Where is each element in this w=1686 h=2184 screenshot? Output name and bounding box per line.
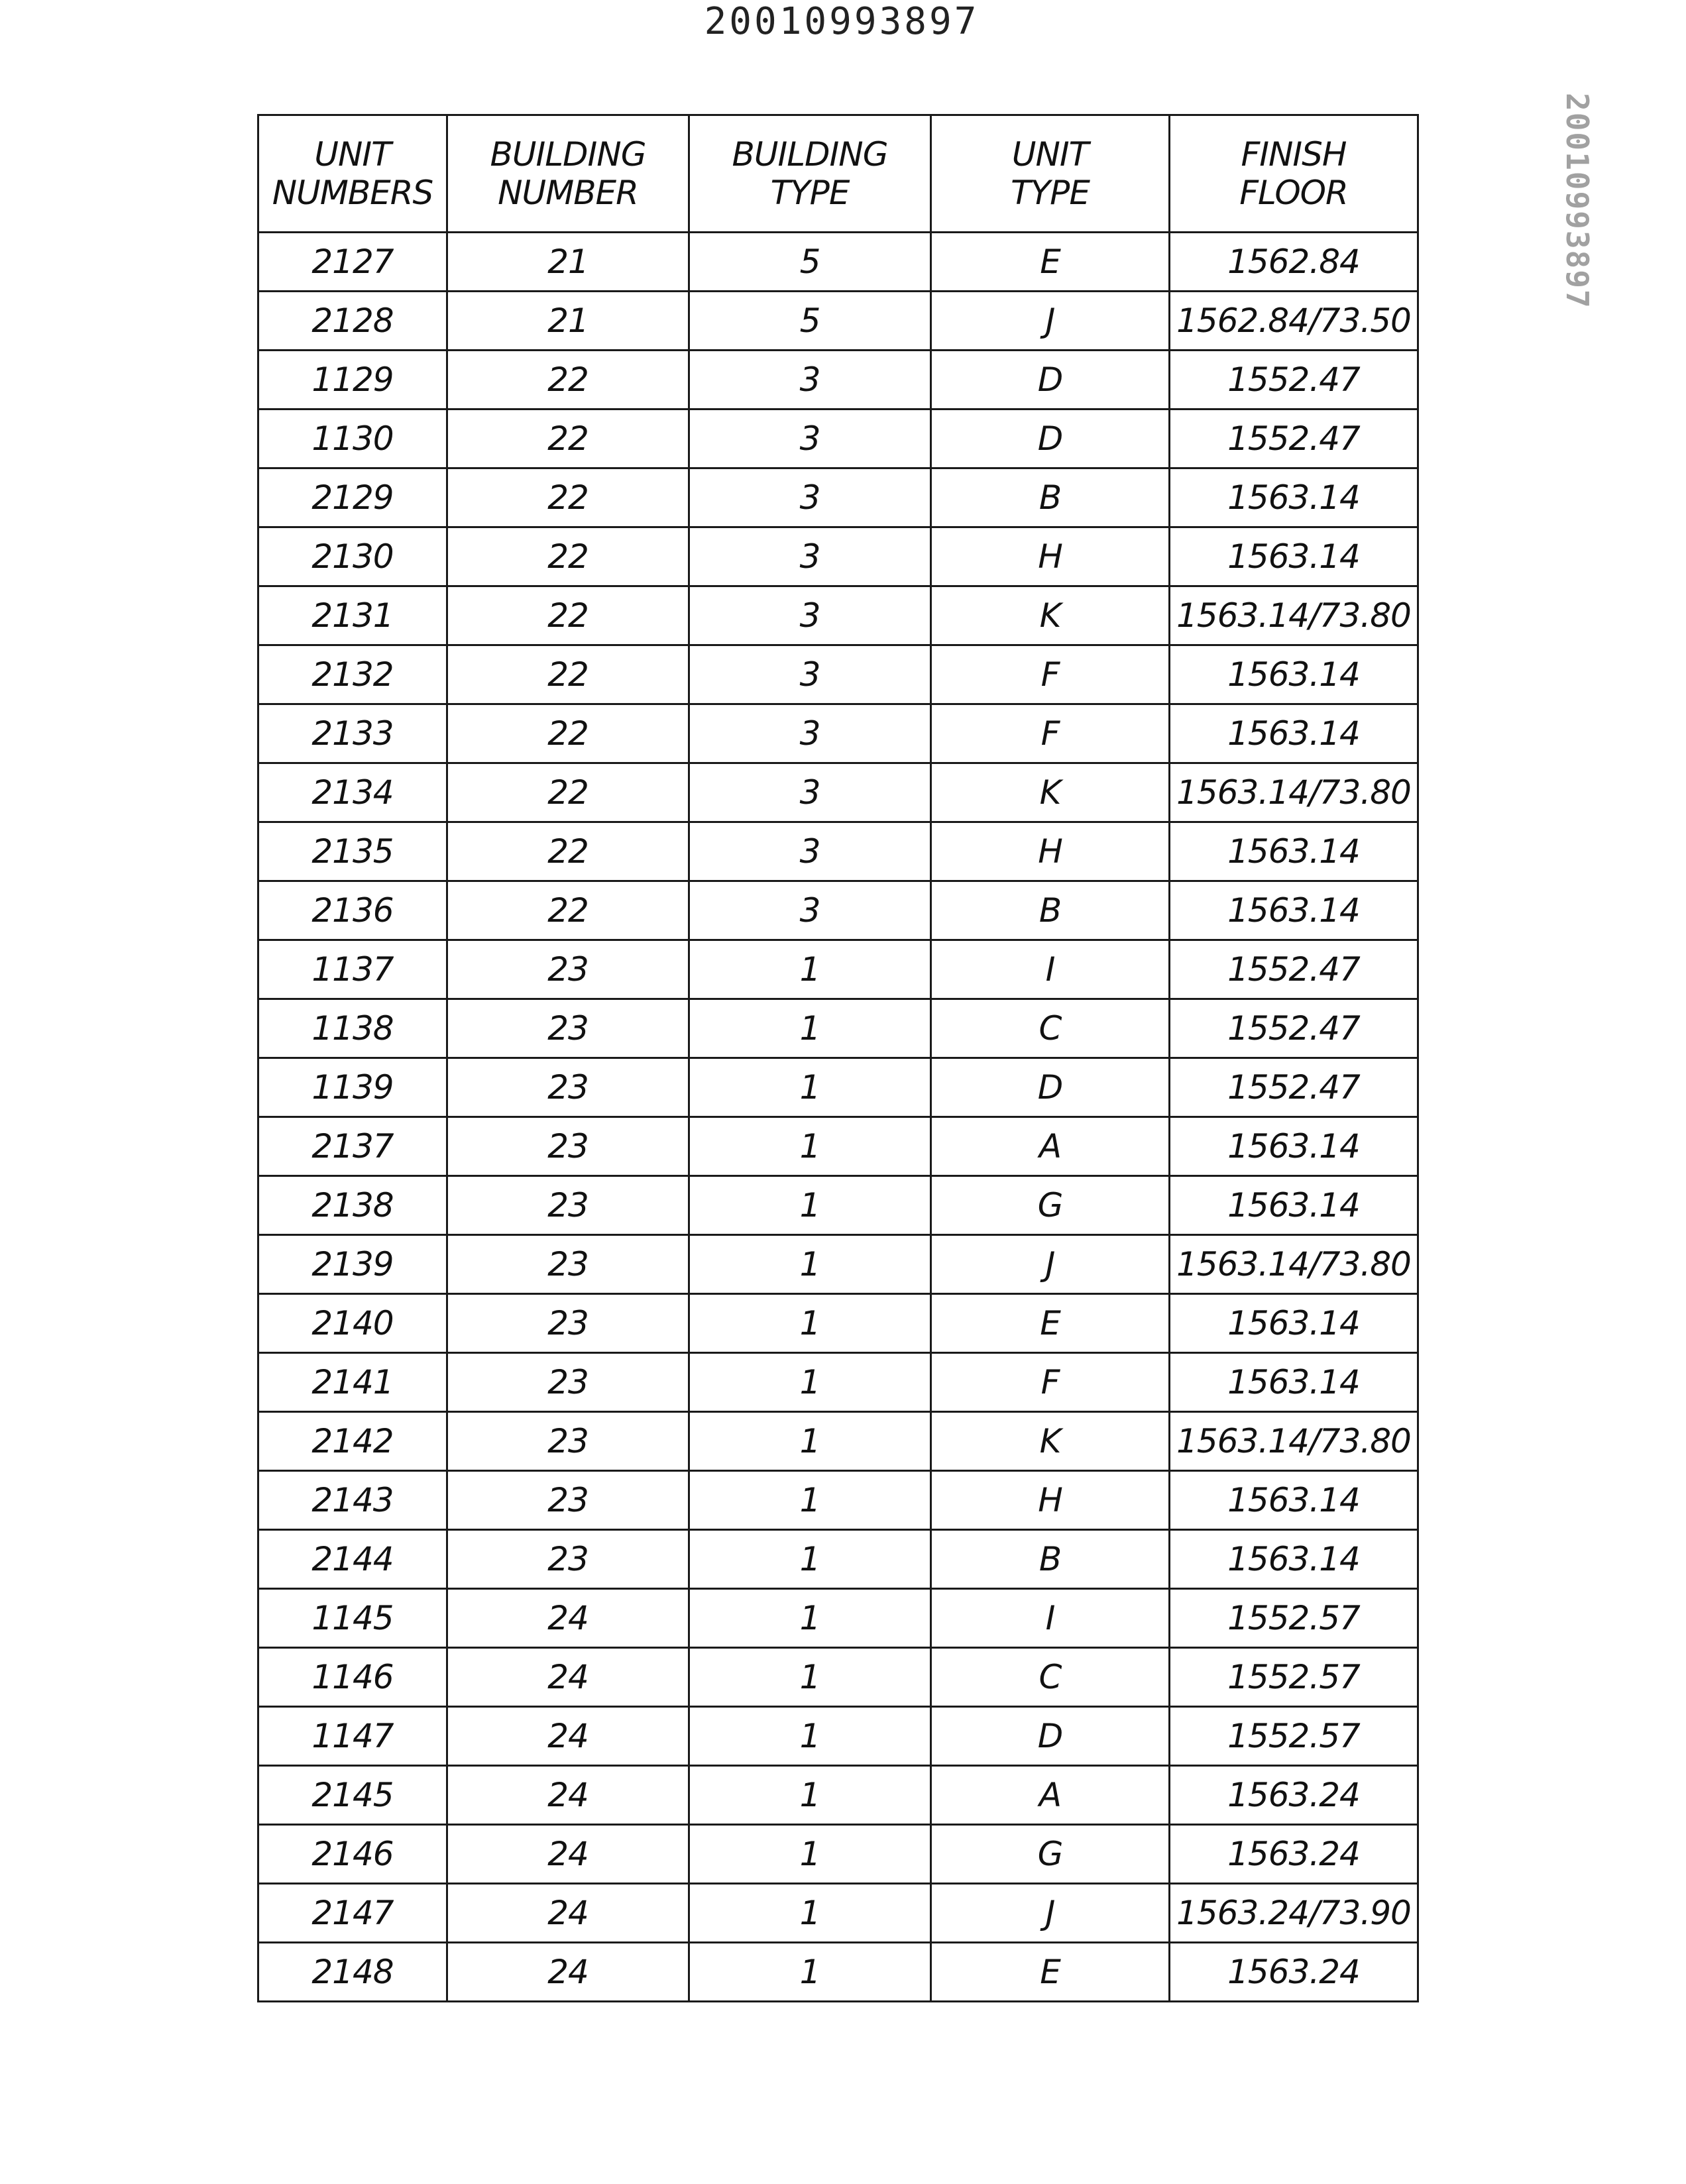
unit-type-cell: G — [931, 1176, 1170, 1235]
unit-number-cell: 2135 — [258, 822, 447, 881]
table-row — [258, 1825, 1418, 1884]
table-row — [258, 1648, 1418, 1707]
building-number-cell: 22 — [447, 527, 689, 586]
building-type-cell: 1 — [689, 1294, 931, 1353]
unit-number-cell: 2132 — [258, 645, 447, 704]
finish-floor-cell: 1563.14 — [1170, 468, 1418, 527]
finish-floor-cell: 1552.47 — [1170, 351, 1418, 410]
building-type-cell: 3 — [689, 468, 931, 527]
building-number-cell: 22 — [447, 586, 689, 645]
unit-number-cell: 2134 — [258, 763, 447, 822]
table-row — [258, 1235, 1418, 1294]
table-row — [258, 645, 1418, 704]
building-type-cell: 3 — [689, 586, 931, 645]
table-row — [258, 410, 1418, 468]
finish-floor-cell: 1563.14 — [1170, 1117, 1418, 1176]
building-type-cell: 1 — [689, 1943, 931, 2002]
building-number-cell: 22 — [447, 822, 689, 881]
building-type-cell: 1 — [689, 1766, 931, 1825]
unit-type-cell: F — [931, 645, 1170, 704]
finish-floor-cell: 1563.14/73.80 — [1170, 1235, 1418, 1294]
header-line: TYPE — [1011, 174, 1090, 212]
building-number-cell: 23 — [447, 1058, 689, 1117]
table-row — [258, 881, 1418, 940]
table-row — [258, 292, 1418, 351]
table-row — [258, 233, 1418, 292]
building-number-cell: 22 — [447, 704, 689, 763]
building-type-cell: 1 — [689, 1058, 931, 1117]
unit-number-cell: 1145 — [258, 1589, 447, 1648]
building-type-cell: 1 — [689, 1176, 931, 1235]
finish-floor-cell: 1563.14 — [1170, 1353, 1418, 1412]
building-type-cell: 3 — [689, 763, 931, 822]
building-type-cell: 1 — [689, 1530, 931, 1589]
finish-floor-cell: 1563.14 — [1170, 881, 1418, 940]
building-type-cell: 3 — [689, 822, 931, 881]
unit-number-cell: 2148 — [258, 1943, 447, 2002]
unit-type-cell: B — [931, 1530, 1170, 1589]
unit-number-cell: 2139 — [258, 1235, 447, 1294]
table-row — [258, 999, 1418, 1058]
finish-floor-cell: 1552.57 — [1170, 1589, 1418, 1648]
building-number-cell: 23 — [447, 1471, 689, 1530]
table-body — [258, 233, 1418, 2002]
header-line: NUMBERS — [272, 174, 433, 212]
building-number-cell: 21 — [447, 292, 689, 351]
building-number-cell: 24 — [447, 1766, 689, 1825]
finish-floor-cell: 1563.24 — [1170, 1766, 1418, 1825]
unit-type-cell: G — [931, 1825, 1170, 1884]
unit-number-cell: 2138 — [258, 1176, 447, 1235]
unit-type-cell: H — [931, 822, 1170, 881]
building-number-cell: 24 — [447, 1648, 689, 1707]
unit-type-cell: D — [931, 351, 1170, 410]
header-line: NUMBER — [498, 174, 638, 212]
building-number-cell: 23 — [447, 940, 689, 999]
unit-type-cell: H — [931, 1471, 1170, 1530]
unit-type-cell: I — [931, 1589, 1170, 1648]
table-row — [258, 1117, 1418, 1176]
building-number-cell: 22 — [447, 645, 689, 704]
building-number-cell: 23 — [447, 1176, 689, 1235]
header-line: BUILDING — [490, 135, 646, 174]
unit-type-header — [931, 115, 1170, 233]
building-number-cell: 23 — [447, 1412, 689, 1471]
unit-schedule-table — [257, 114, 1419, 2002]
building-number-cell: 23 — [447, 1235, 689, 1294]
unit-type-cell: K — [931, 763, 1170, 822]
unit-type-cell: B — [931, 881, 1170, 940]
finish-floor-cell: 1563.24 — [1170, 1943, 1418, 2002]
header-line: FINISH — [1241, 135, 1347, 174]
building-type-cell: 1 — [689, 1353, 931, 1412]
unit-number-cell: 2142 — [258, 1412, 447, 1471]
building-number-cell: 22 — [447, 351, 689, 410]
building-type-cell: 3 — [689, 645, 931, 704]
table-row — [258, 1589, 1418, 1648]
building-number-cell: 23 — [447, 1294, 689, 1353]
table-row — [258, 1766, 1418, 1825]
unit-number-cell: 2128 — [258, 292, 447, 351]
unit-type-cell: D — [931, 1707, 1170, 1766]
building-number-cell: 24 — [447, 1707, 689, 1766]
finish-floor-cell: 1563.14 — [1170, 1471, 1418, 1530]
building-type-cell: 1 — [689, 1471, 931, 1530]
table-row — [258, 940, 1418, 999]
building-type-cell: 3 — [689, 881, 931, 940]
table-row — [258, 1058, 1418, 1117]
building-number-cell: 22 — [447, 881, 689, 940]
building-number-cell: 24 — [447, 1943, 689, 2002]
building-number-cell: 24 — [447, 1825, 689, 1884]
building-number-cell: 23 — [447, 999, 689, 1058]
unit-number-cell: 2147 — [258, 1884, 447, 1943]
building-type-header — [689, 115, 931, 233]
unit-number-cell: 2143 — [258, 1471, 447, 1530]
unit-number-cell: 2130 — [258, 527, 447, 586]
finish-floor-cell: 1563.14 — [1170, 1176, 1418, 1235]
header-line: BUILDING — [732, 135, 888, 174]
unit-number-cell: 1147 — [258, 1707, 447, 1766]
unit-type-cell: D — [931, 1058, 1170, 1117]
unit-type-cell: E — [931, 233, 1170, 292]
building-number-cell: 23 — [447, 1530, 689, 1589]
building-type-cell: 3 — [689, 704, 931, 763]
unit-type-cell: I — [931, 940, 1170, 999]
finish-floor-cell: 1552.47 — [1170, 410, 1418, 468]
unit-type-cell: J — [931, 292, 1170, 351]
building-type-cell: 1 — [689, 940, 931, 999]
building-type-cell: 5 — [689, 292, 931, 351]
unit-number-cell: 2144 — [258, 1530, 447, 1589]
table-row — [258, 1176, 1418, 1235]
building-number-header — [447, 115, 689, 233]
building-type-cell: 1 — [689, 1235, 931, 1294]
building-type-cell: 3 — [689, 527, 931, 586]
building-number-cell: 22 — [447, 763, 689, 822]
table-row — [258, 1884, 1418, 1943]
building-type-cell: 5 — [689, 233, 931, 292]
building-type-cell: 1 — [689, 1412, 931, 1471]
unit-number-cell: 2140 — [258, 1294, 447, 1353]
table-row — [258, 704, 1418, 763]
unit-type-cell: B — [931, 468, 1170, 527]
finish-floor-cell: 1563.14 — [1170, 1294, 1418, 1353]
finish-floor-cell: 1552.47 — [1170, 999, 1418, 1058]
finish-floor-cell: 1563.14 — [1170, 645, 1418, 704]
unit-number-cell: 1139 — [258, 1058, 447, 1117]
table-row — [258, 1412, 1418, 1471]
finish-floor-cell: 1552.47 — [1170, 940, 1418, 999]
table-row — [258, 527, 1418, 586]
unit-type-cell: C — [931, 999, 1170, 1058]
finish-floor-cell: 1552.57 — [1170, 1648, 1418, 1707]
table-row — [258, 1294, 1418, 1353]
unit-number-cell: 1129 — [258, 351, 447, 410]
unit-number-cell: 1130 — [258, 410, 447, 468]
header-line: TYPE — [770, 174, 850, 212]
finish-floor-cell: 1562.84 — [1170, 233, 1418, 292]
building-number-cell: 22 — [447, 468, 689, 527]
finish-floor-cell: 1563.24 — [1170, 1825, 1418, 1884]
unit-type-cell: E — [931, 1294, 1170, 1353]
header-line: UNIT — [1011, 135, 1089, 174]
table-row — [258, 351, 1418, 410]
table-row — [258, 822, 1418, 881]
side-stamp: 20010993897 — [1559, 93, 1595, 309]
finish-floor-cell: 1563.14 — [1170, 527, 1418, 586]
building-type-cell: 1 — [689, 1825, 931, 1884]
unit-number-cell: 2137 — [258, 1117, 447, 1176]
building-type-cell: 3 — [689, 351, 931, 410]
document-number: 20010993897 — [704, 0, 980, 43]
building-type-cell: 1 — [689, 999, 931, 1058]
finish-floor-cell: 1563.14/73.80 — [1170, 1412, 1418, 1471]
unit-number-cell: 2127 — [258, 233, 447, 292]
unit-number-cell: 2141 — [258, 1353, 447, 1412]
unit-number-cell: 2131 — [258, 586, 447, 645]
finish-floor-cell: 1552.47 — [1170, 1058, 1418, 1117]
building-type-cell: 1 — [689, 1117, 931, 1176]
building-type-cell: 1 — [689, 1707, 931, 1766]
unit-type-cell: J — [931, 1884, 1170, 1943]
table-row — [258, 1707, 1418, 1766]
building-number-cell: 23 — [447, 1353, 689, 1412]
unit-type-cell: A — [931, 1117, 1170, 1176]
table-row — [258, 468, 1418, 527]
unit-number-cell: 2129 — [258, 468, 447, 527]
unit-type-cell: F — [931, 704, 1170, 763]
unit-type-cell: D — [931, 410, 1170, 468]
finish-floor-cell: 1563.14 — [1170, 704, 1418, 763]
header-line: FLOOR — [1239, 174, 1348, 212]
building-type-cell: 1 — [689, 1884, 931, 1943]
table-row — [258, 1471, 1418, 1530]
table-row — [258, 586, 1418, 645]
finish-floor-header — [1170, 115, 1418, 233]
unit-number-cell: 1137 — [258, 940, 447, 999]
building-type-cell: 1 — [689, 1589, 931, 1648]
finish-floor-cell: 1562.84/73.50 — [1170, 292, 1418, 351]
unit-type-cell: C — [931, 1648, 1170, 1707]
building-number-cell: 24 — [447, 1884, 689, 1943]
table-row — [258, 1943, 1418, 2002]
unit-type-cell: E — [931, 1943, 1170, 2002]
table-row — [258, 763, 1418, 822]
table-row — [258, 1530, 1418, 1589]
finish-floor-cell: 1563.14 — [1170, 822, 1418, 881]
unit-number-cell: 1146 — [258, 1648, 447, 1707]
building-number-cell: 22 — [447, 410, 689, 468]
finish-floor-cell: 1563.14/73.80 — [1170, 586, 1418, 645]
unit-type-cell: J — [931, 1235, 1170, 1294]
unit-schedule-table-wrapper — [257, 114, 1417, 2002]
unit-number-cell: 2133 — [258, 704, 447, 763]
unit-type-cell: F — [931, 1353, 1170, 1412]
finish-floor-cell: 1563.14 — [1170, 1530, 1418, 1589]
unit-numbers-header — [258, 115, 447, 233]
finish-floor-cell: 1563.24/73.90 — [1170, 1884, 1418, 1943]
unit-number-cell: 2146 — [258, 1825, 447, 1884]
unit-type-cell: K — [931, 1412, 1170, 1471]
unit-number-cell: 2136 — [258, 881, 447, 940]
header-line: UNIT — [314, 135, 391, 174]
finish-floor-cell: 1563.14/73.80 — [1170, 763, 1418, 822]
unit-type-cell: H — [931, 527, 1170, 586]
building-type-cell: 1 — [689, 1648, 931, 1707]
header-row — [258, 115, 1418, 233]
building-type-cell: 3 — [689, 410, 931, 468]
building-number-cell: 23 — [447, 1117, 689, 1176]
unit-type-cell: A — [931, 1766, 1170, 1825]
building-number-cell: 21 — [447, 233, 689, 292]
finish-floor-cell: 1552.57 — [1170, 1707, 1418, 1766]
building-number-cell: 24 — [447, 1589, 689, 1648]
unit-number-cell: 1138 — [258, 999, 447, 1058]
unit-number-cell: 2145 — [258, 1766, 447, 1825]
table-row — [258, 1353, 1418, 1412]
unit-type-cell: K — [931, 586, 1170, 645]
